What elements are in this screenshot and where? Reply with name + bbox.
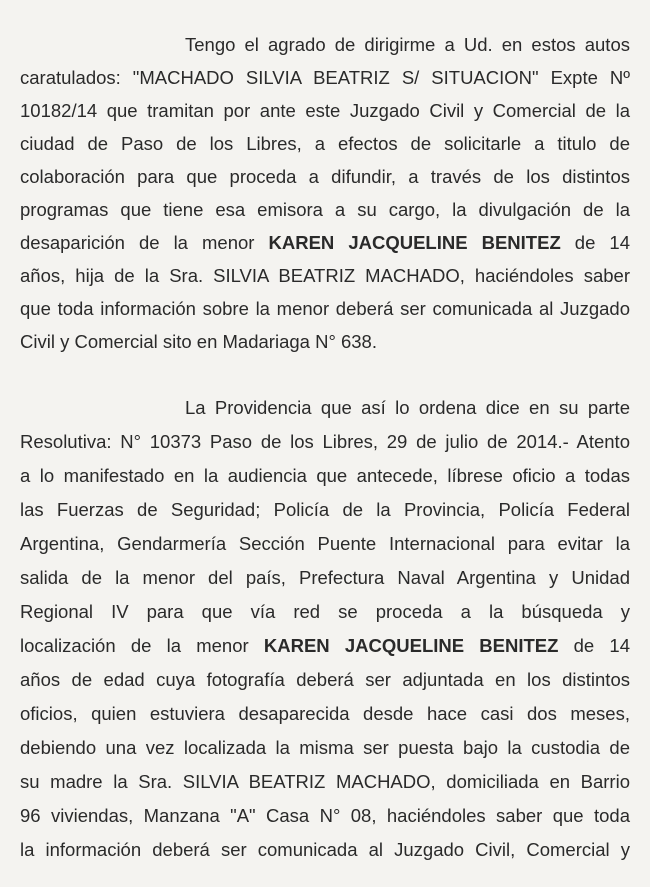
p1-missing-name: KAREN JACQUELINE BENITEZ (268, 232, 561, 253)
p2-line-14: la información deberá ser comunicada al Juzgado Civil, Comercial y (20, 839, 630, 860)
p2-line-11: debiendo una vez localizada la misma ser puesta bajo la custodia de (20, 737, 630, 758)
p2-line-13: 96 viviendas, Manzana "A" Casa N° 08, haciéndoles saber que toda (20, 805, 630, 826)
p2-line-7: Regional IV para que vía red se proceda a la búsqueda y (20, 601, 630, 622)
p1-line-4: ciudad de Paso de los Libres, a efectos de solicitarle a titulo de (20, 133, 630, 154)
p1-line-6: programas que tiene esa emisora a su cargo, la divulgación de la (20, 199, 630, 220)
p1-line-9: que toda información sobre la menor deberá ser comunicada al Juzgado (20, 298, 630, 319)
p1-line-3: 10182/14 que tramitan por ante este Juzgado Civil y Comercial de la (20, 100, 630, 121)
p2-missing-name: KAREN JACQUELINE BENITEZ (263, 635, 559, 656)
p2-line-3: a lo manifestado en la audiencia que antecede, líbrese oficio a todas (20, 465, 630, 486)
p1-line-7 (20, 232, 630, 254)
p2-line-9: años de edad cuya fotografía deberá ser adjuntada en los distintos (20, 669, 630, 690)
p1-line-1: Tengo el agrado de dirigirme a Ud. en estos autos (185, 34, 630, 55)
p2-line-8-b: de 14 (558, 635, 630, 656)
p2-line-10: oficios, quien estuviera desaparecida desde hace casi dos meses, (20, 703, 630, 724)
p2-line-6: salida de la menor del país, Prefectura Naval Argentina y Unidad (20, 567, 630, 588)
p1-line-10: Civil y Comercial sito en Madariaga N° 638. (20, 331, 377, 352)
p2-line-1: La Providencia que así lo ordena dice en su parte (185, 397, 630, 418)
p1-line-7-b: de 14 (560, 232, 630, 253)
p2-line-4: las Fuerzas de Seguridad; Policía de la Provincia, Policía Federal (20, 499, 630, 520)
p2-line-8-a: localización de la menor (20, 635, 264, 656)
p1-line-5: colaboración para que proceda a difundir, a través de los distintos (20, 166, 630, 187)
p2-line-8 (20, 635, 630, 657)
p1-line-7-a: desaparición de la menor (20, 232, 269, 253)
p1-line-2: caratulados: "MACHADO SILVIA BEATRIZ S/ SITUACION" Expte Nº (20, 67, 630, 88)
p2-line-2: Resolutiva: N° 10373 Paso de los Libres, 29 de julio de 2014.- Atento (20, 431, 630, 452)
p1-line-8: años, hija de la Sra. SILVIA BEATRIZ MACHADO, haciéndoles saber (20, 265, 630, 286)
p2-line-5: Argentina, Gendarmería Sección Puente Internacional para evitar la (20, 533, 630, 554)
p2-line-12: su madre la Sra. SILVIA BEATRIZ MACHADO, domiciliada en Barrio (20, 771, 630, 792)
